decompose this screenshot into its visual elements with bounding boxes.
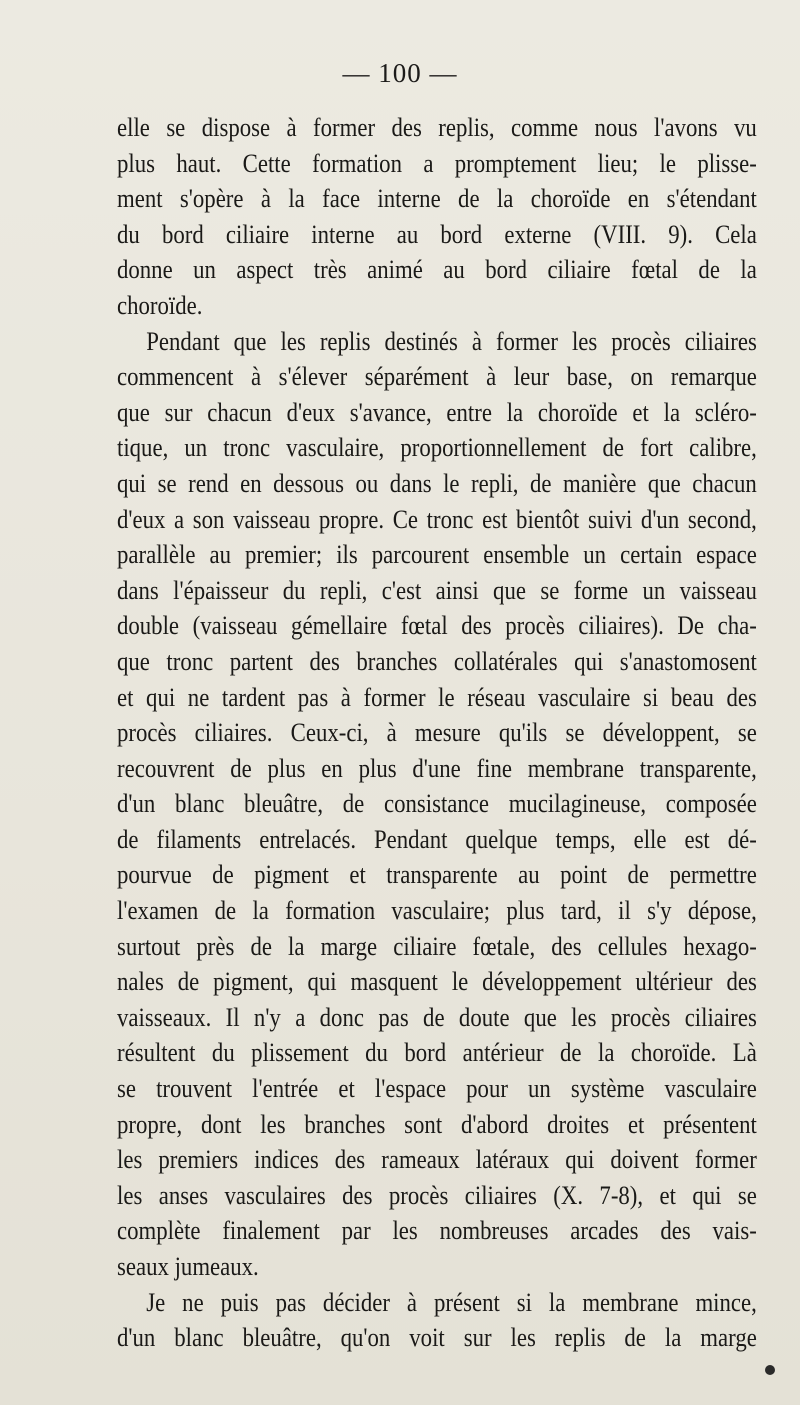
text-line: tique, un tronc vasculaire, proportionnellement de fort calibre, [117, 432, 757, 463]
text-line: double (vaisseau gémellaire fœtal des procès ciliaires). De cha- [117, 610, 757, 641]
body-text [117, 110, 757, 1356]
text-line: les premiers indices des rameaux latéraux qui doivent former [117, 1144, 757, 1175]
text-line: Je ne puis pas décider à présent si la membrane mince, [146, 1286, 757, 1317]
text-line: dans l'épaisseur du repli, c'est ainsi que se forme un vaisseau [117, 574, 757, 605]
text-line: se trouvent l'entrée et l'espace pour un système vasculaire [117, 1073, 757, 1104]
text-line: commencent à s'élever séparément à leur base, on remarque [117, 361, 757, 392]
text-line: procès ciliaires. Ceux-ci, à mesure qu'ils se développent, se [117, 717, 757, 748]
text-line: ment s'opère à la face interne de la choroïde en s'étendant [117, 183, 757, 214]
text-line: l'examen de la formation vasculaire; plus tard, il s'y dépose, [117, 895, 757, 926]
text-line: et qui ne tardent pas à former le réseau vasculaire si beau des [117, 681, 757, 712]
text-line: les anses vasculaires des procès ciliaires (X. 7-8), et qui se [117, 1179, 757, 1210]
text-line: Pendant que les replis destinés à former les procès ciliaires [146, 325, 757, 356]
text-line: du bord ciliaire interne au bord externe (VIII. 9). Cela [117, 218, 757, 249]
text-line: de filaments entrelacés. Pendant quelque temps, elle est dé- [117, 823, 757, 854]
text-line: recouvrent de plus en plus d'une fine membrane transparente, [117, 752, 757, 783]
text-line: donne un aspect très animé au bord ciliaire fœtal de la [117, 254, 757, 285]
text-line: plus haut. Cette formation a promptement lieu; le plisse- [117, 147, 757, 178]
text-line: qui se rend en dessous ou dans le repli, de manière que chacun [117, 467, 757, 498]
text-line: complète finalement par les nombreuses arcades des vais- [117, 1215, 757, 1246]
text-line: vaisseaux. Il n'y a donc pas de doute que les procès ciliaires [117, 1001, 757, 1032]
text-line: que tronc partent des branches collatérales qui s'anastomosent [117, 645, 757, 676]
text-line: nales de pigment, qui masquent le développement ultérieur des [117, 966, 757, 997]
text-line: choroïde. [117, 289, 203, 320]
text-line: que sur chacun d'eux s'avance, entre la choroïde et la scléro- [117, 396, 757, 427]
text-line: d'un blanc bleuâtre, qu'on voit sur les replis de la marge [117, 1322, 757, 1353]
text-line: surtout près de la marge ciliaire fœtale, des cellules hexago- [117, 930, 757, 961]
text-line: seaux jumeaux. [117, 1251, 259, 1281]
page-number: — 100 — [342, 58, 458, 88]
text-line: elle se dispose à former des replis, comme nous l'avons vu [117, 112, 757, 142]
text-line: propre, dont les branches sont d'abord droites et présentent [117, 1108, 757, 1139]
text-line: pourvue de pigment et transparente au point de permettre [117, 859, 757, 890]
text-line: parallèle au premier; ils parcourent ensemble un certain espace [117, 539, 757, 570]
text-line: résultent du plissement du bord antérieur de la choroïde. Là [117, 1037, 757, 1068]
ink-mark [765, 1365, 775, 1375]
text-line: d'un blanc bleuâtre, de consistance mucilagineuse, composée [117, 788, 757, 819]
text-line: d'eux a son vaisseau propre. Ce tronc est bientôt suivi d'un second, [117, 503, 757, 534]
